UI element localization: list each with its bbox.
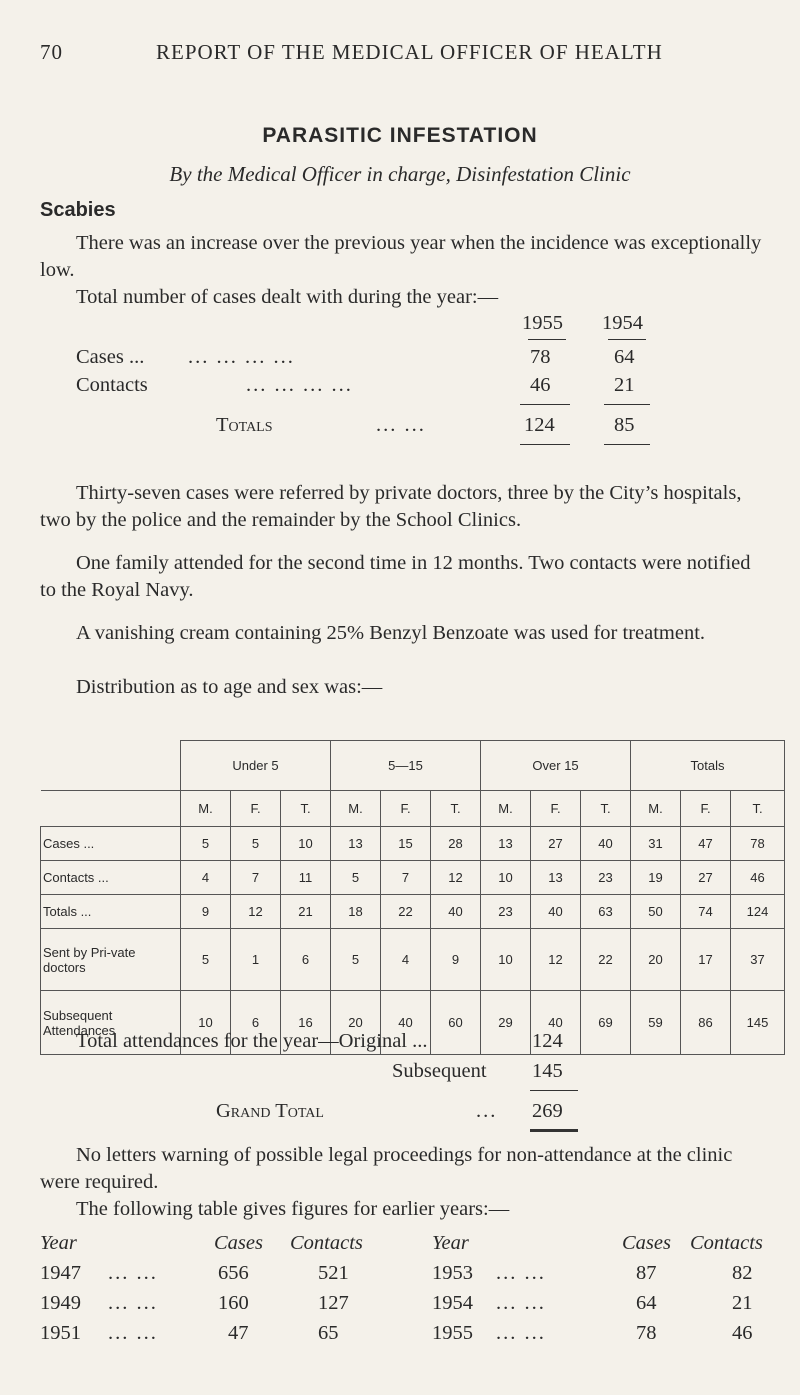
row-label: Sent by Pri-vate doctors	[41, 929, 181, 991]
table-cell: 40	[581, 827, 631, 861]
grand-total-label: Grand Total	[216, 1100, 324, 1122]
earlier-year: 1954	[432, 1292, 473, 1314]
table-cell: 7	[231, 861, 281, 895]
table-cell: 16	[281, 991, 331, 1055]
table-cell: 69	[581, 991, 631, 1055]
subheader: F.	[531, 791, 581, 827]
table-cell: 22	[381, 895, 431, 929]
totals-value: 124	[524, 414, 555, 436]
table-cell: 29	[481, 991, 531, 1055]
table-cell: 50	[631, 895, 681, 929]
table-cell: 12	[231, 895, 281, 929]
table-cell: 78	[731, 827, 785, 861]
table-cell: 10	[181, 991, 231, 1055]
subheader: M.	[481, 791, 531, 827]
table-cell: 145	[731, 991, 785, 1055]
group-header: Over 15	[481, 741, 631, 791]
subtitle: By the Medical Officer in charge, Disinfestation Clinic	[169, 162, 631, 186]
section-heading: Scabies	[40, 199, 116, 221]
attendances-subsequent-label: Subsequent	[392, 1060, 487, 1082]
table-cell: 11	[281, 861, 331, 895]
earlier-contacts: 21	[732, 1292, 753, 1314]
corner-cell	[41, 741, 181, 791]
table-cell: 31	[631, 827, 681, 861]
earlier-cases: 87	[636, 1262, 657, 1284]
attendances-lead: Total attendances for the year—Original ...	[76, 1030, 428, 1052]
table-row	[41, 895, 785, 929]
table-cell: 13	[331, 827, 381, 861]
earlier-contacts: 521	[318, 1262, 349, 1284]
table-cell: 63	[581, 895, 631, 929]
table-cell: 27	[681, 861, 731, 895]
table-cell: 40	[531, 991, 581, 1055]
table-cell: 10	[281, 827, 331, 861]
earlier-header-contacts: Contacts	[690, 1232, 763, 1254]
table-cell: 9	[431, 929, 481, 991]
leader-dots: ... ...	[496, 1322, 546, 1344]
attendances-subsequent: 145	[532, 1060, 563, 1082]
earlier-year: 1947	[40, 1262, 81, 1284]
table-cell: 60	[431, 991, 481, 1055]
table-cell: 37	[731, 929, 785, 991]
summary-col-1955: 1955	[522, 312, 563, 334]
summary-col-1954: 1954	[602, 312, 643, 334]
summary-row-label: Contacts	[76, 374, 148, 396]
table-cell: 1	[231, 929, 281, 991]
subheader: T.	[281, 791, 331, 827]
earlier-year: 1955	[432, 1322, 473, 1344]
row-label: Subsequent Attendances	[41, 991, 181, 1055]
table-cell: 23	[481, 895, 531, 929]
subheader: T.	[731, 791, 785, 827]
table-cell: 12	[431, 861, 481, 895]
earlier-year: 1951	[40, 1322, 81, 1344]
table-cell: 7	[381, 861, 431, 895]
subheader: M.	[631, 791, 681, 827]
totals-rule	[520, 404, 570, 405]
table-cell: 13	[531, 861, 581, 895]
totals-rule	[604, 404, 650, 405]
leader-dots: ... ...	[496, 1292, 546, 1314]
earlier-cases: 64	[636, 1292, 657, 1314]
group-header: Totals	[631, 741, 785, 791]
table-cell: 27	[531, 827, 581, 861]
totals-rule	[520, 444, 570, 445]
totals-rule	[604, 444, 650, 445]
grand-total: 269	[532, 1100, 563, 1122]
subheader-row	[41, 791, 785, 827]
subheader: M.	[331, 791, 381, 827]
subheader: F.	[681, 791, 731, 827]
earlier-contacts: 82	[732, 1262, 753, 1284]
page-number: 70	[40, 40, 63, 64]
distribution-table	[40, 740, 785, 1055]
table-cell: 6	[281, 929, 331, 991]
row-label: Contacts ...	[41, 861, 181, 895]
earlier-header-year: Year	[40, 1232, 77, 1254]
earlier-cases: 160	[218, 1292, 249, 1314]
table-cell: 19	[631, 861, 681, 895]
table-cell: 4	[181, 861, 231, 895]
grand-total-rule	[530, 1129, 578, 1132]
earlier-contacts: 65	[318, 1322, 339, 1344]
leader-dots: ... ... ... ...	[188, 346, 295, 368]
table-cell: 10	[481, 929, 531, 991]
subheader: F.	[381, 791, 431, 827]
table-cell: 46	[731, 861, 785, 895]
table-cell: 5	[331, 861, 381, 895]
row-label: Totals ...	[41, 895, 181, 929]
summary-row-label: Cases ...	[76, 346, 145, 368]
table-cell: 9	[181, 895, 231, 929]
subheader: T.	[581, 791, 631, 827]
summary-value: 78	[530, 346, 551, 368]
earlier-header-cases: Cases	[214, 1232, 263, 1254]
table-cell: 4	[381, 929, 431, 991]
earlier-header-year: Year	[432, 1232, 469, 1254]
earlier-lead: The following table gives figures for earlier years:—	[76, 1198, 510, 1220]
leader-dots: ... ...	[376, 414, 426, 436]
leader-dots: ... ...	[496, 1262, 546, 1284]
table-cell: 5	[231, 827, 281, 861]
earlier-cases: 78	[636, 1322, 657, 1344]
row-label: Cases ...	[41, 827, 181, 861]
letters-paragraph: No letters warning of possible legal proceedings for non-attendance at the clinic were required.	[40, 1144, 733, 1193]
leader-dots: ... ...	[108, 1322, 158, 1344]
attendances-rule	[530, 1090, 578, 1091]
summary-lead: Total number of cases dealt with during the year:—	[76, 286, 499, 308]
table-cell: 17	[681, 929, 731, 991]
earlier-contacts: 46	[732, 1322, 753, 1344]
running-title: REPORT OF THE MEDICAL OFFICER OF HEALTH	[156, 40, 663, 64]
leader-dots: ... ...	[108, 1262, 158, 1284]
table-cell: 12	[531, 929, 581, 991]
table-cell: 74	[681, 895, 731, 929]
referrals-paragraph: Thirty-seven cases were referred by private doctors, three by the City’s hospitals, two by the police and the remainder by the School Clinics.	[40, 482, 742, 531]
group-header-row	[41, 741, 785, 791]
distribution-lead: Distribution as to age and sex was:—	[76, 676, 383, 698]
summary-underline-1954	[608, 339, 646, 340]
table-cell: 23	[581, 861, 631, 895]
table-cell: 5	[181, 929, 231, 991]
summary-value: 21	[614, 374, 635, 396]
table-cell: 20	[631, 929, 681, 991]
table-row	[41, 827, 785, 861]
intro-paragraph: There was an increase over the previous year when the incidence was exceptionally low.	[40, 232, 762, 281]
page-title: PARASITIC INFESTATION	[262, 124, 538, 147]
table-cell: 5	[331, 929, 381, 991]
table-cell: 15	[381, 827, 431, 861]
group-header: Under 5	[181, 741, 331, 791]
totals-label: Totals	[216, 414, 273, 436]
group-header: 5—15	[331, 741, 481, 791]
family-paragraph: One family attended for the second time in 12 months. Two contacts were notified to the Royal Navy.	[40, 552, 751, 601]
table-cell: 40	[431, 895, 481, 929]
leader-dots: ... ...	[108, 1292, 158, 1314]
table-cell: 13	[481, 827, 531, 861]
table-cell: 59	[631, 991, 681, 1055]
table-cell: 40	[531, 895, 581, 929]
earlier-header-cases: Cases	[622, 1232, 671, 1254]
earlier-contacts: 127	[318, 1292, 349, 1314]
table-cell: 124	[731, 895, 785, 929]
earlier-cases: 656	[218, 1262, 249, 1284]
subheader: F.	[231, 791, 281, 827]
leader-dots: ...	[476, 1100, 498, 1122]
subheader: M.	[181, 791, 231, 827]
table-cell: 10	[481, 861, 531, 895]
table-cell: 21	[281, 895, 331, 929]
attendances-original: 124	[532, 1030, 563, 1052]
table-cell: 20	[331, 991, 381, 1055]
leader-dots: ... ... ... ...	[246, 374, 353, 396]
earlier-cases: 47	[228, 1322, 249, 1344]
table-cell: 47	[681, 827, 731, 861]
table-cell: 5	[181, 827, 231, 861]
table-row	[41, 861, 785, 895]
earlier-year: 1949	[40, 1292, 81, 1314]
summary-underline-1955	[528, 339, 566, 340]
summary-value: 46	[530, 374, 551, 396]
table-cell: 18	[331, 895, 381, 929]
totals-value: 85	[614, 414, 635, 436]
summary-value: 64	[614, 346, 635, 368]
table-cell: 28	[431, 827, 481, 861]
table-cell: 6	[231, 991, 281, 1055]
treatment-paragraph: A vanishing cream containing 25% Benzyl Benzoate was used for treatment.	[76, 622, 706, 644]
table-cell: 40	[381, 991, 431, 1055]
table-cell: 22	[581, 929, 631, 991]
corner-cell	[41, 791, 181, 827]
table-row	[41, 929, 785, 991]
earlier-year: 1953	[432, 1262, 473, 1284]
subheader: T.	[431, 791, 481, 827]
table-cell: 86	[681, 991, 731, 1055]
earlier-header-contacts: Contacts	[290, 1232, 363, 1254]
